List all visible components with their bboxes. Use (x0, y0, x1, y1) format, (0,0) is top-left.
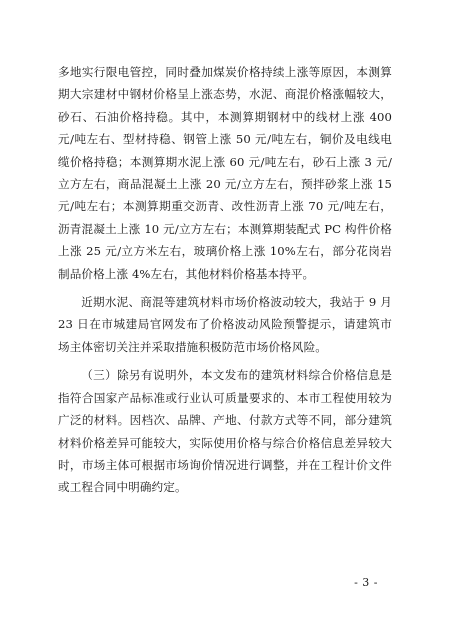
paragraph-risk-warning: 近期水泥、商混等建筑材料市场价格波动较大，我站于 9 月 23 日在市城建局官网发布了价格波动风险预警提示，请建筑市场主体密切关注并采取措施积极防范市场价格风险。 (58, 295, 392, 354)
document-body (58, 61, 392, 499)
page-number: - 3 - (354, 576, 378, 589)
paragraph-price-trends: 多地实行限电管控，同时叠加煤炭价格持续上涨等原因，本测算期大宗建材中钢材价格呈上涨态势，水泥、商混价格涨幅较大，砂石、石油价格持稳。其中，本测算期钢材中的线材上涨 400 元/吨左右、型材持稳、钢管上涨 50 元/吨左右，铜价及电线电缆价格持稳；本测算期水泥上涨 60 元/吨左右，砂石上涨 3 元/立方左右，商品混凝土上涨 20 元/立方左右，预拌砂浆上涨 15 元/吨左右；本测算期重交沥青、改性沥青上涨 70 元/吨左右，沥青混凝土上涨 10 元/立方左右；本测算期装配式 PC 构件价格上涨 25 元/立方米左右，玻璃价格上涨 10%左右，部分花岗岩制品价格上涨 4%左右，其他材料价格基本持平。 (58, 65, 392, 281)
paragraph-price-notes: （三）除另有说明外，本文发布的建筑材料综合价格信息是指符合国家产品标准或行业认可质量要求的、本市工程使用较为广泛的材料。因档次、品牌、产地、付款方式等不同，部分建筑材料价格差异可能较大，实际使用价格与综合价格信息差异较大时，市场主体可根据市场询价情况进行调整，并在工程计价文件或工程合同中明确约定。 (58, 368, 392, 495)
